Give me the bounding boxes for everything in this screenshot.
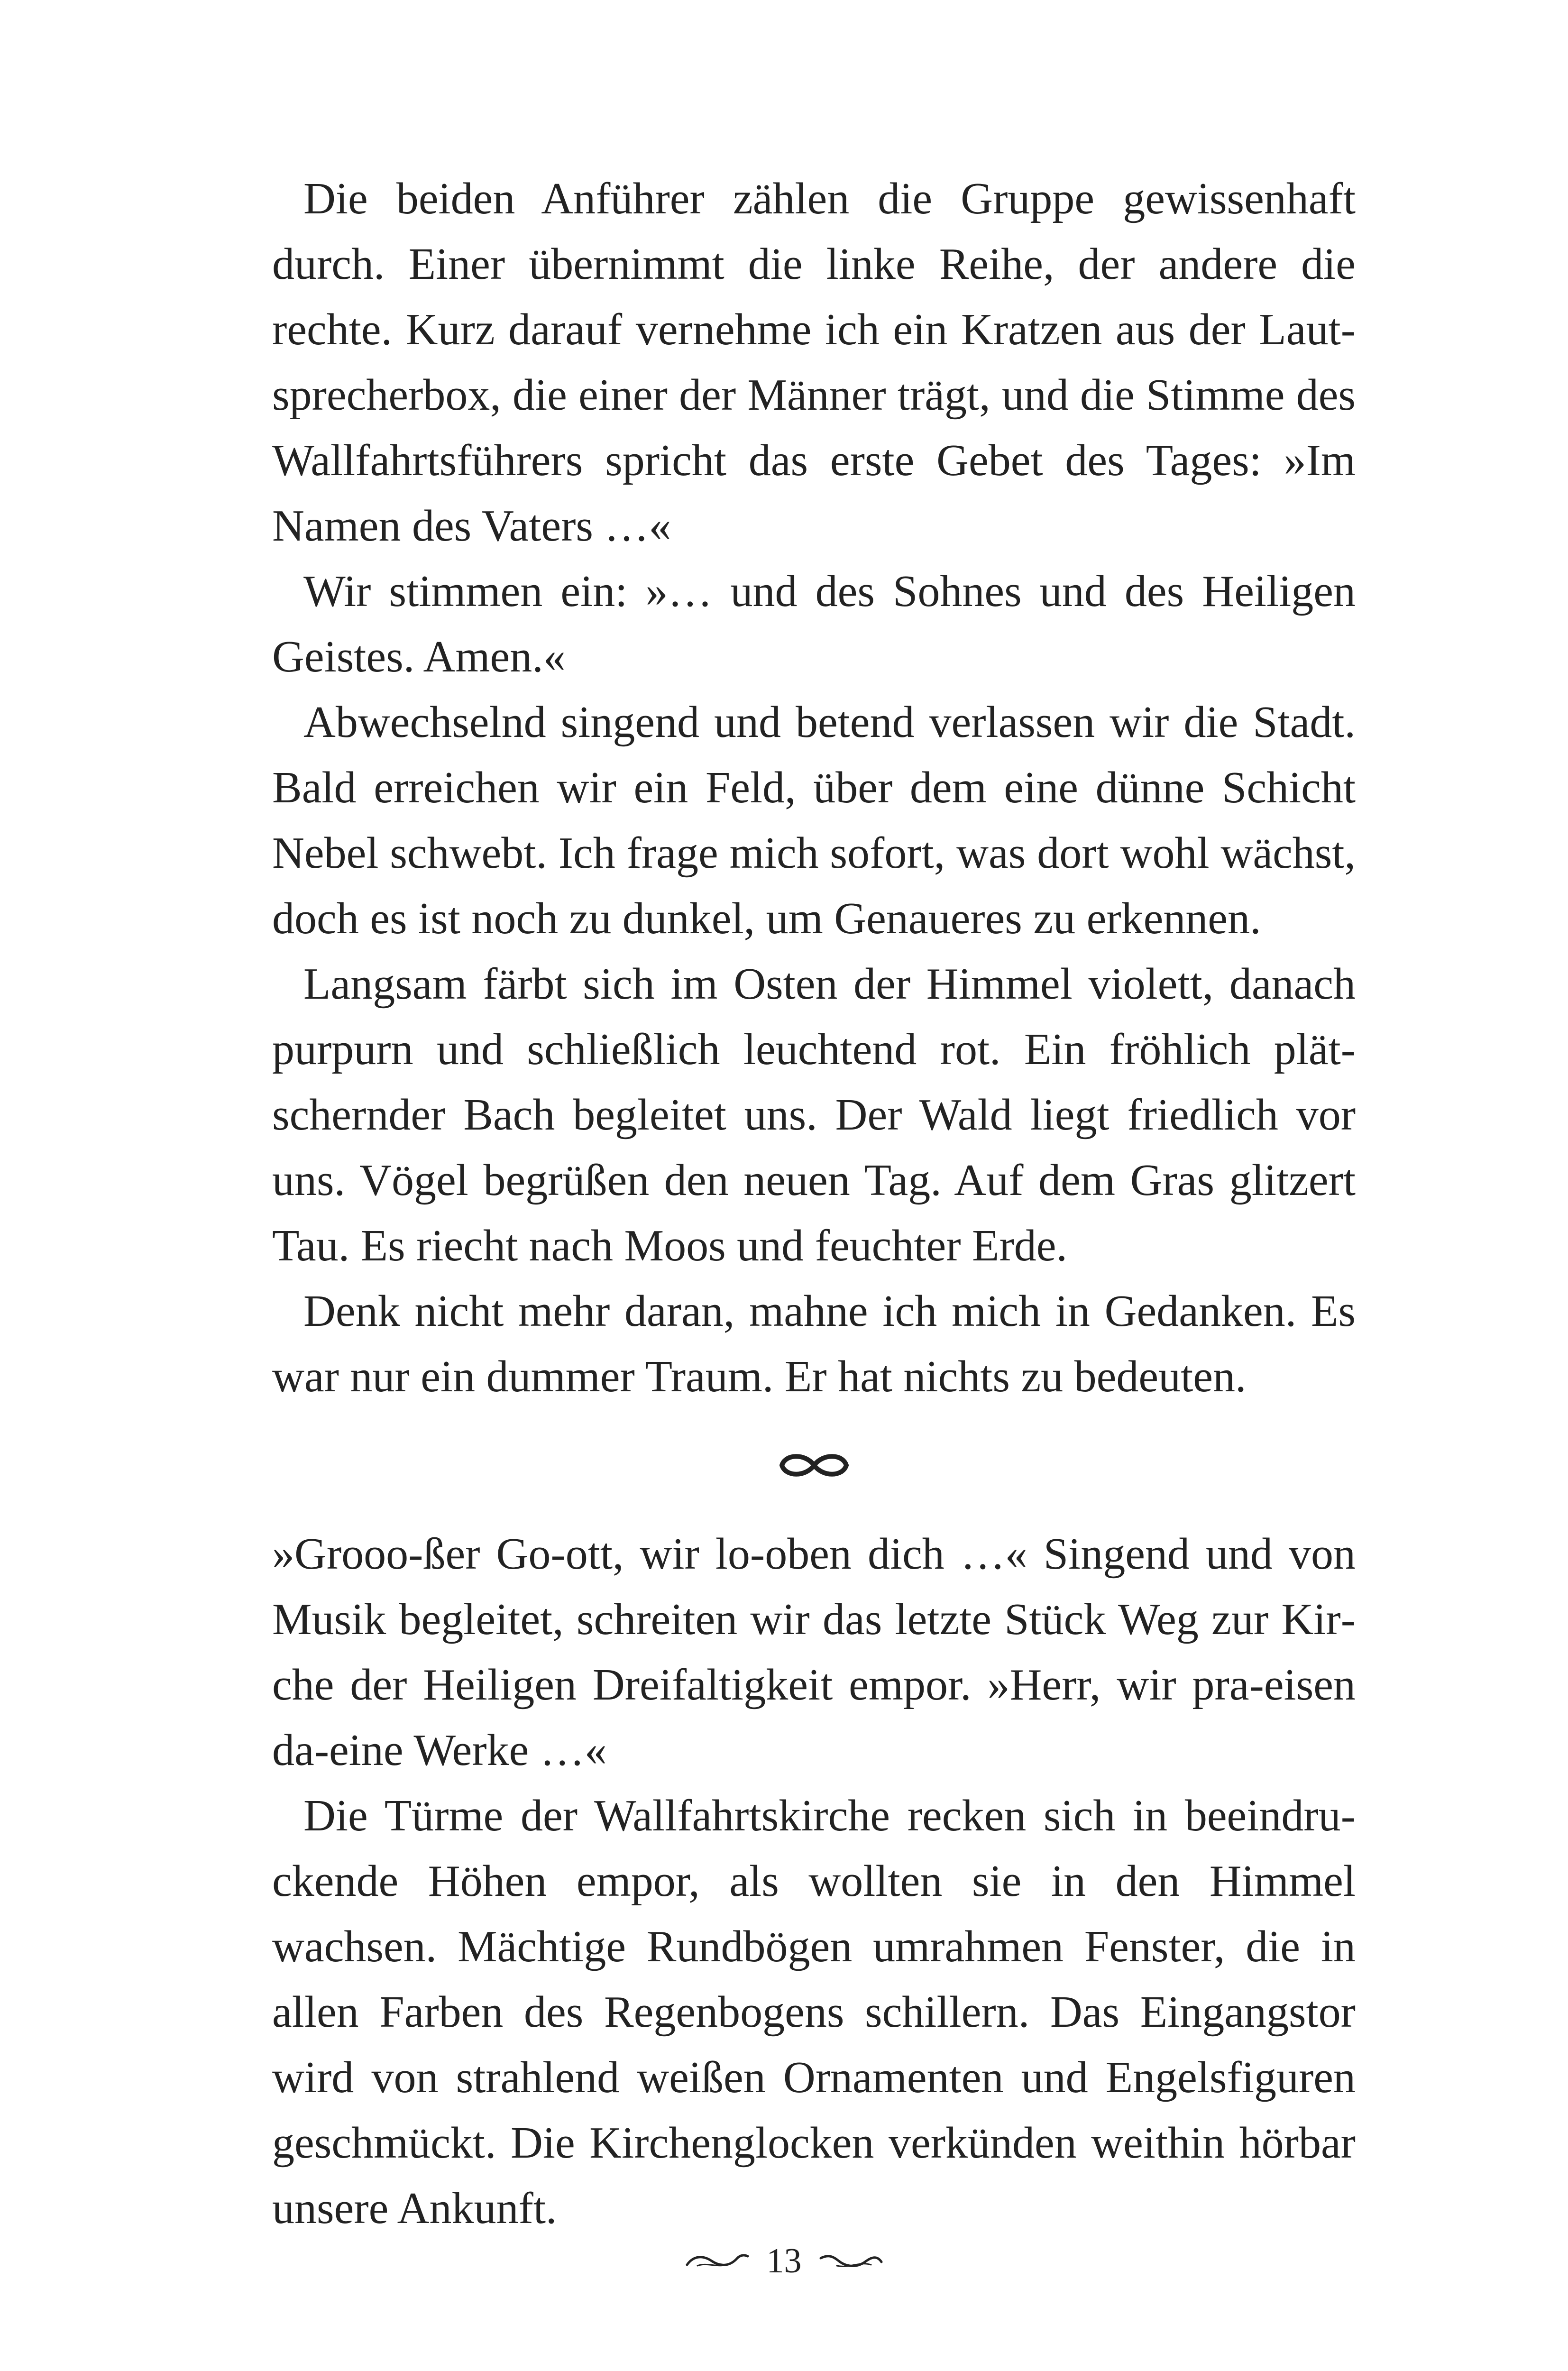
paragraph-counting-group: Die beiden Anführer zählen die Gruppe gewissenhaft durch. Einer übernimmt die linke Reihe, der andere die rechte. Kurz darauf vernehme ich ein Kratzen aus der Lautsprecherbox, die einer der Männer trägt, und die Stimme des Wallfahrtsführers spricht das erste Gebet des Tages: »Im Namen des Vaters …« (272, 174, 1356, 551)
paragraph-dream-thought: Denk nicht mehr daran, mahne ich mich in Gedanken. Es war nur ein dummer Traum. Er hat nichts zu bedeuten. (272, 1287, 1356, 1401)
paragraph-leaving-city: Abwechselnd singend und betend verlassen wir die Stadt. Bald erreichen wir ein Feld, über dem eine dünne Schicht Nebel schwebt. Ich frage mich sofort, was dort wohl wächst, doch es ist noch zu dunkel, um Genaueres zu erkennen. (272, 698, 1356, 943)
swash-right-icon (818, 2252, 884, 2270)
infinity-ornament-icon (771, 1449, 857, 1482)
paragraph-church-description: Die Türme der Wallfahrtskirche recken sich in beeindruckende Höhen empor, als wollten sie in den Himmel wachsen. Mächtige Rundbögen umrahmen Fenster, die in allen Farben des Regenbogens schillern. Das Eingangstor wird von strahlend weißen Ornamenten und Engelsfiguren geschmückt. Die Kirchenglocken verkünden weithin hörbar unsere Ankunft. (272, 1791, 1356, 2233)
page-footer (0, 2242, 1568, 2280)
swash-left-icon (684, 2252, 751, 2270)
section-break (272, 1409, 1356, 1521)
paragraph-sunrise: Langsam färbt sich im Osten der Himmel violett, danach purpurn und schließlich leuchtend rot. Ein fröhlich plätschernder Bach begleitet uns. Der Wald liegt friedlich vor uns. Vögel begrüßen den neuen Tag. Auf dem Gras glitzert Tau. Es riecht nach Moos und feuchter Erde. (272, 959, 1356, 1270)
paragraph-song-arrival: »Grooo-ßer Go-ott, wir lo-oben dich …« Singend und von Musik begleitet, schreiten wir das letzte Stück Weg zur Kirche der Heiligen Dreifaltigkeit empor. »Herr, wir pra-eisen da-eine Werke …« (272, 1529, 1356, 1775)
paragraph-prayer-response: Wir stimmen ein: »… und des Sohnes und des Heiligen Geistes. Amen.« (272, 567, 1356, 681)
page-number: 13 (766, 2242, 802, 2280)
book-page (272, 166, 1356, 2241)
